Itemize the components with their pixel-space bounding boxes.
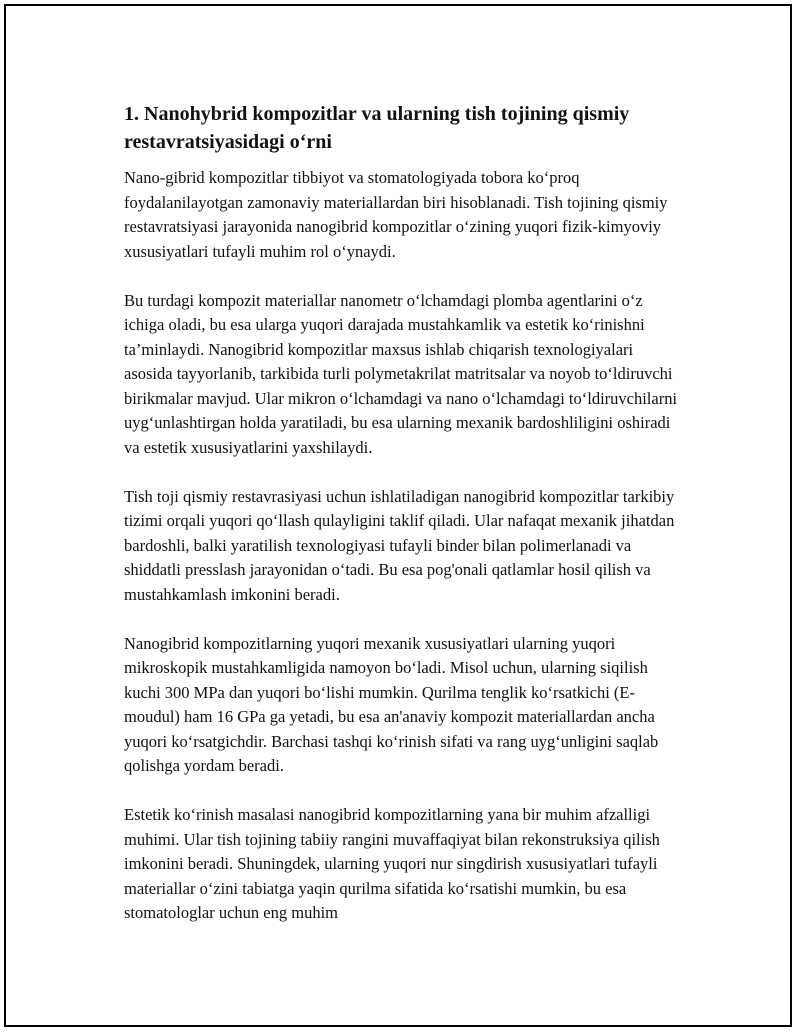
paragraph-5: Estetik ko‘rinish masalasi nanogibrid kompozitlarning yana bir muhim afzalligi muhimi. Ular tish tojining tabiiy rangini muvaffaqiyat bilan rekonstruksiya qilish imkonini beradi. Shuningdek, ularning yuqori nur singdirish xususiyatlari tufayli materiallar o‘zini tabiatga yaqin qurilma sifatida ko‘rsatishi mumkin, bu esa stomatologlar uchun eng muhim <box>124 805 660 922</box>
paragraph-4: Nanogibrid kompozitlarning yuqori mexanik xususiyatlari ularning yuqori mikroskopik mustahkamligida namoyon bo‘ladi. Misol uchun, ularning siqilish kuchi 300 MPa dan yuqori bo‘lishi mumkin. Qurilma tenglik ko‘rsatkichi (E-moudul) ham 16 GPa ga yetadi, bu esa an'anaviy kompozit materiallardan ancha yuqori ko‘rsatgichdir. Barchasi tashqi ko‘rinish sifati va rang uyg‘unligini saqlab qolishga yordam beradi. <box>124 633 659 775</box>
paragraph-1: Nano-gibrid kompozitlar tibbiyot va stomatologiyada tobora ko‘proq foydalanilayotgan zamonaviy materiallardan biri hisoblanadi. Tish tojining qismiy restavratsiyasi jarayonida nanogibrid kompozitlar o‘zining yuqori fizik-kimyoviy xususiyatlari tufayli muhim rol o‘ynaydi. <box>124 168 668 261</box>
paragraph-2: Bu turdagi kompozit materiallar nanometr o‘lchamdagi plomba agentlarini o‘z ichiga oladi, bu esa ularga yuqori darajada mustahkamlik va estetik ko‘rinishni ta’minlaydi. Nanogibrid kompozitlar maxsus ishlab chiqarish texnologiyalari asosida tayyorlanib, tarkibida turli polymetakrilat matritsalar va noyob to‘ldiruvchi birikmalar mavjud. Ular mikron o‘lchamdagi va nano o‘lchamdagi to‘ldiruvchilarni uyg‘unlashtirgan holda yaratiladi, bu esa ularning mexanik bardoshliligini oshiradi va estetik xususiyatlarini yaxshilaydi. <box>124 290 678 457</box>
paragraph-3: Tish toji qismiy restavrasiyasi uchun ishlatiladigan nanogibrid kompozitlar tarkibiy tizimi orqali yuqori qo‘llash qulayligini taklif qiladi. Ular nafaqat mexanik jihatdan bardoshli, balki yaratilish texnologiyasi tufayli binder bilan polimerlanadi va shiddatli presslash jarayonidan o‘tadi. Bu esa pog'onali qatlamlar hosil qilish va mustahkamlash imkonini beradi. <box>124 486 675 604</box>
document-body <box>124 100 684 950</box>
page-frame <box>4 4 792 1027</box>
section-title: 1. Nanohybrid kompozitlar va ularning tish tojining qismiy restavratsiyasidagi o‘rni <box>124 103 630 153</box>
